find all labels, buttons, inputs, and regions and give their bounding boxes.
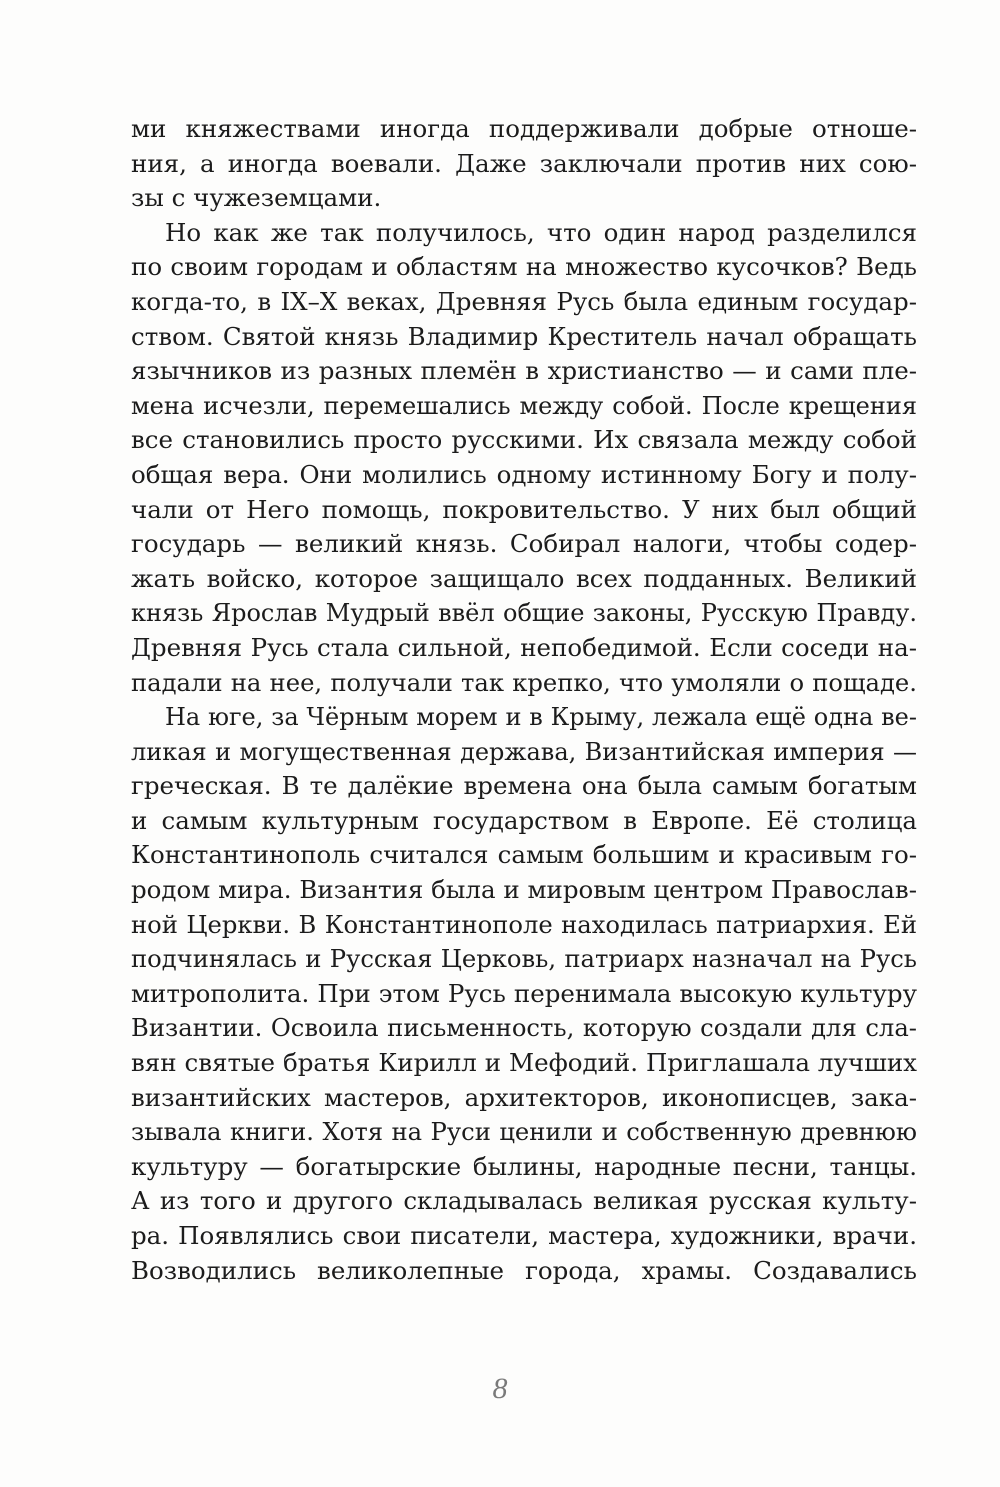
text-line: подчинялась и Русская Церковь, патриарх назначал на Русь [131,944,917,974]
text-line: культуру — богатырские былины, народные песни, танцы. [131,1151,917,1181]
text-line: общая вера. Они молились одному истинному Богу и полу- [131,459,917,489]
text-line: Возводились великолепные города, храмы. Создавались [131,1255,917,1285]
text-line: А из того и другого складывалась великая русская культу- [131,1186,917,1216]
text-line: зы с чужеземцами. [131,183,382,213]
paragraph-1 [131,112,917,216]
text-line: мена исчезли, перемешались между собой. После крещения [131,391,917,420]
text-line: вян святые братья Кирилл и Мефодий. Приглашала лучших [131,1048,917,1078]
text-line: государь — великий князь. Собирал налоги, чтобы содер- [131,529,917,559]
text-line: жать войско, которое защищало всех подданных. Великий [131,563,917,593]
text-line: ной Церкви. В Константинополе находилась патриархия. Ей [131,909,917,939]
page-number: 8 [492,1372,508,1405]
text-line: ством. Святой князь Владимир Креститель начал обращать [131,321,917,351]
text-line: когда-то, в IX–X веках, Древняя Русь была единым государ- [131,286,917,316]
text-line: На юге, за Чёрным морем и в Крыму, лежала ещё одна ве- [165,703,917,732]
text-line: митрополита. При этом Русь перенимала высокую культуру [131,978,917,1008]
text-line: ми княжествами иногда поддерживали добрые отноше- [131,114,917,143]
text-line: родом мира. Византия была и мировым центром Православ- [131,875,917,905]
text-line: византийских мастеров, архитекторов, иконописцев, зака- [131,1082,917,1112]
text-line: ликая и могущественная держава, Византийская империя — [131,737,917,766]
text-line: зывала книги. Хотя на Руси ценили и собственную древнюю [131,1117,917,1147]
text-line: ра. Появлялись свои писатели, мастера, художники, врачи. [131,1221,917,1250]
text-line: Но как же так получилось, что один народ разделился [165,217,917,247]
text-line: чали от Него помощь, покровительство. У них был общий [131,494,917,524]
text-line: Византии. Освоила письменность, которую создали для сла- [131,1013,917,1043]
text-line: Древняя Русь стала сильной, непобедимой. Если соседи на- [131,632,917,662]
text-line: князь Ярослав Мудрый ввёл общие законы, Русскую Правду. [131,599,917,628]
paragraph-2 [131,216,917,700]
text-line: по своим городам и областям на множество кусочков? Ведь [131,252,917,282]
text-line: и самым культурным государством в Европе. Её столица [131,805,917,835]
text-line: Константинополь считался самым большим и красивым го- [131,840,917,870]
text-line: падали на нее, получали так крепко, что умоляли о пощаде. [131,667,917,697]
paragraph-3 [131,700,917,1288]
text-line: ния, а иногда воевали. Даже заключали против них сою- [131,148,917,178]
text-line: язычников из разных племён в христианство — и сами пле- [131,356,917,386]
body-text [131,112,917,1288]
text-line: все становились просто русскими. Их связала между собой [131,425,917,455]
text-line: греческая. В те далёкие времена она была самым богатым [131,771,917,801]
